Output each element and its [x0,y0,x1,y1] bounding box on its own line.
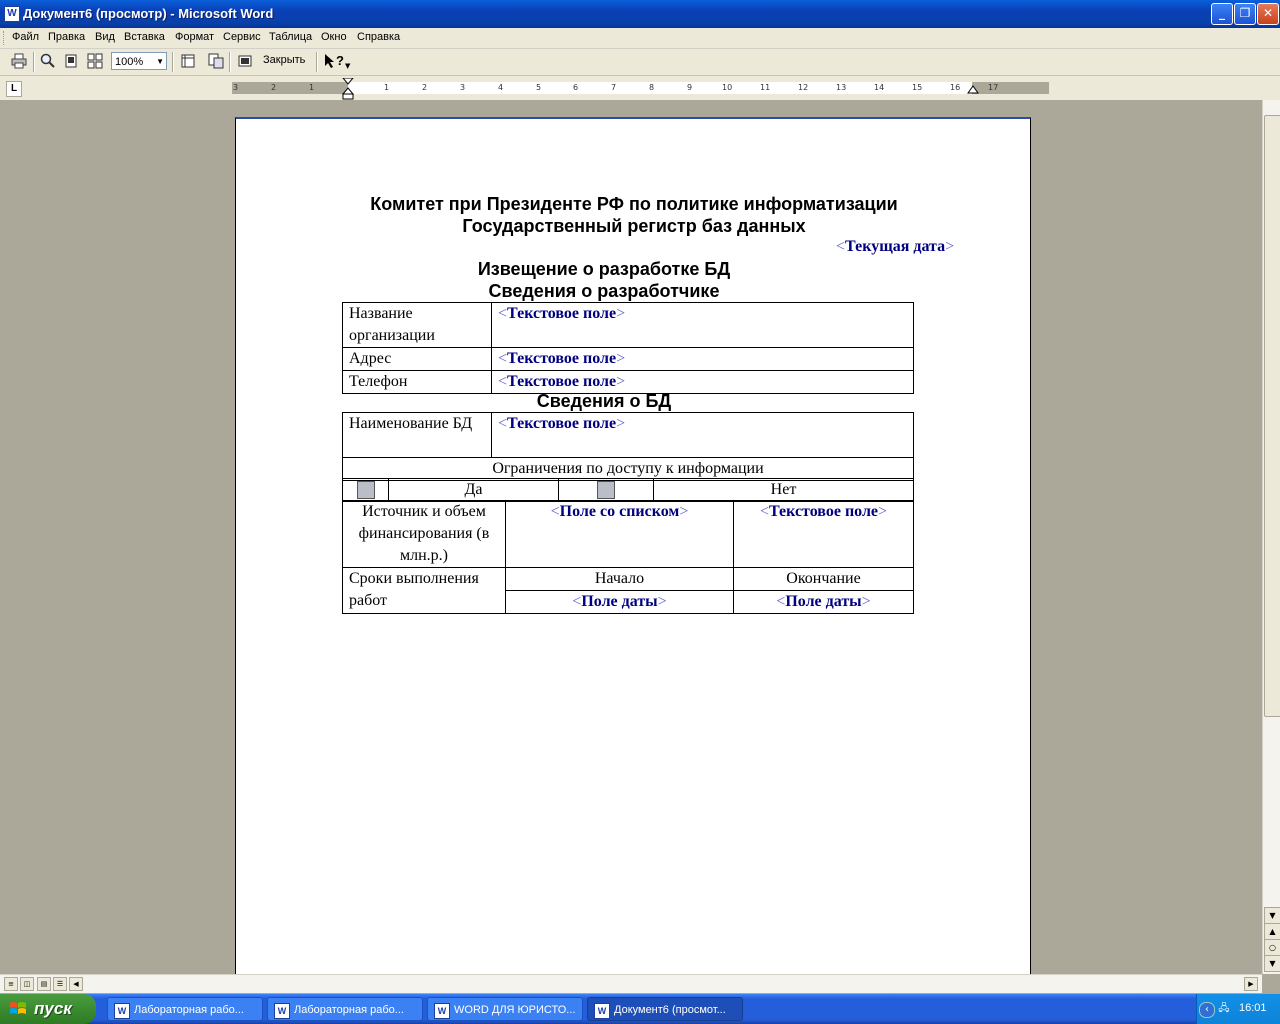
view-ruler-icon[interactable] [177,52,199,74]
browse-object-icon[interactable]: ○ [1264,939,1280,956]
ruler-number: 9 [687,83,693,92]
title-notice: Извещение о разработке БД [477,259,731,279]
ruler-number: 10 [722,83,733,92]
print-layout-icon[interactable]: ▤ [37,977,51,991]
db-info-table [342,412,914,481]
scroll-down-icon[interactable]: ▼ [1264,907,1280,924]
org-name-label: Название организации [343,303,492,348]
taskbar-item[interactable]: W Лабораторная рабо... [107,997,263,1021]
access-table [342,478,914,502]
minimize-button[interactable]: _ [1211,3,1233,25]
address-field[interactable]: <Текстовое поле> [492,348,914,371]
menu-window[interactable]: Окно [321,31,347,43]
menu-file[interactable]: Файл [12,31,40,43]
ruler-number: 2 [271,83,277,92]
one-page-icon[interactable] [60,52,82,74]
taskbar-item[interactable]: W Лабораторная рабо... [267,997,423,1021]
magnifier-icon[interactable] [37,52,59,74]
ruler-number: 4 [498,83,504,92]
ruler-number: 17 [988,83,999,92]
indent-marker-icon[interactable] [342,78,354,100]
table-row [343,348,914,371]
word-doc-icon: W [274,1003,290,1019]
scroll-left-icon[interactable]: ◀ [69,977,83,991]
ruler-number: 6 [573,83,579,92]
previous-page-icon[interactable]: ▲ [1264,923,1280,940]
start-date-field[interactable]: <Поле даты> [506,591,734,614]
funding-text-field[interactable]: <Текстовое поле> [734,501,914,568]
close-preview-button[interactable]: Закрыть [263,54,306,66]
restore-button[interactable]: ❐ [1234,3,1256,25]
ruler-number: 15 [912,83,923,92]
developer-table [342,302,914,394]
table-row [343,413,914,458]
table-row [343,479,914,502]
horizontal-scrollbar[interactable] [0,974,1262,993]
address-label: Адрес [343,348,492,371]
title-developer-info: Сведения о разработчике [488,281,720,301]
vertical-scrollbar[interactable] [1262,100,1280,974]
scroll-right-icon[interactable]: ▶ [1244,977,1258,991]
db-name-label: Наименование БД [343,413,492,458]
db-name-field[interactable]: <Текстовое поле> [492,413,914,458]
menu-table[interactable]: Таблица [269,31,313,43]
start-label: пуск [34,999,72,1018]
end-label: Окончание [734,568,914,591]
ruler-number: 11 [760,83,771,92]
menu-help[interactable]: Справка [357,31,401,43]
phone-field[interactable]: <Текстовое поле> [492,371,914,394]
ruler-number: 1 [384,83,390,92]
funding-table [342,500,914,614]
web-layout-icon[interactable]: ◫ [20,977,34,991]
toolbar-separator [33,52,35,72]
svg-text:?: ? [336,53,344,68]
table-row [343,501,914,568]
title-bar [0,0,1280,28]
ruler-number: 1 [309,83,315,92]
taskbar-item[interactable]: W WORD ДЛЯ ЮРИСТО... [427,997,583,1021]
ruler-number: 5 [536,83,542,92]
heading-registry: Государственный регистр баз данных [462,216,806,236]
print-preview-toolbar [0,49,1280,76]
taskbar-item-active[interactable]: W Документ6 (просмот... [587,997,743,1021]
no-checkbox[interactable] [597,481,615,499]
ruler-number: 13 [836,83,847,92]
right-indent-marker-icon[interactable] [967,84,979,94]
toolbar-separator [316,52,318,72]
ruler-number: 3 [460,83,466,92]
print-icon[interactable] [8,52,30,74]
no-checkbox-cell [559,479,654,502]
zoom-select[interactable] [111,52,167,70]
menu-bar [0,28,1280,49]
ruler-number: 8 [649,83,655,92]
menu-format[interactable]: Формат [175,31,215,43]
tab-selector[interactable]: L [6,81,22,97]
funding-label: Источник и объем финансирования (в млн.р.) [343,501,506,568]
yes-checkbox[interactable] [357,481,375,499]
ruler-number: 2 [422,83,428,92]
taskbar [0,994,1280,1024]
multiple-pages-icon[interactable] [84,52,106,74]
heading-committee: Комитет при Президенте РФ по политике информатизации [370,194,898,214]
yes-label: Да [389,479,559,502]
yes-checkbox-cell [343,479,389,502]
zoom-value: 100% [115,56,144,68]
menu-view[interactable]: Вид [95,31,115,43]
document-page [235,117,1031,977]
word-doc-icon: W [594,1003,610,1019]
ruler-number: 7 [611,83,617,92]
start-button[interactable] [0,994,96,1024]
table-row [343,568,914,591]
ruler-number: 14 [874,83,885,92]
access-restriction-label: Ограничения по доступу к информации [343,458,914,481]
ruler-number: 12 [798,83,809,92]
word-app-icon[interactable]: W [4,6,20,22]
scroll-thumb[interactable] [1264,115,1280,717]
funding-list-field[interactable]: <Поле со списком> [506,501,734,568]
phone-label: Телефон [343,371,492,394]
chevron-down-icon[interactable]: ▼ [156,57,164,66]
ruler-number: 3 [233,83,239,92]
ruler-number: 16 [950,83,961,92]
start-label: Начало [506,568,734,591]
toolbar-separator [229,52,231,72]
table-row [343,303,914,348]
shrink-to-fit-icon[interactable] [205,52,227,74]
svg-text:▼: ▼ [345,62,351,69]
ruler-numbers [232,82,1049,94]
end-date-field[interactable]: <Поле даты> [734,591,914,614]
normal-view-icon[interactable]: ≡ [4,977,18,991]
window-title: Документ6 (просмотр) - Microsoft Word [23,6,274,21]
menu-insert[interactable]: Вставка [124,31,165,43]
system-tray [1196,994,1280,1024]
title-db-info: Сведения о БД [536,391,672,411]
no-label: Нет [654,479,914,502]
close-window-button[interactable]: ✕ [1257,3,1279,25]
current-date-field[interactable]: <Текущая дата> [836,238,955,255]
word-doc-icon: W [434,1003,450,1019]
context-help-icon[interactable] [321,52,353,74]
windows-logo-icon [9,1001,27,1017]
terms-label: Сроки выполнения работ [343,568,506,614]
outline-view-icon[interactable]: ☰ [53,977,67,991]
word-doc-icon: W [114,1003,130,1019]
show-hidden-icons-icon[interactable]: ‹ [1199,1002,1215,1018]
menu-tools[interactable]: Сервис [223,31,261,43]
network-icon[interactable]: 🖧 [1218,1003,1230,1014]
menu-edit[interactable]: Правка [48,31,86,43]
menu-grip[interactable] [3,31,7,45]
toolbar-separator [172,52,174,72]
horizontal-ruler[interactable] [232,82,1049,94]
next-page-icon[interactable]: ▼ [1264,955,1280,972]
full-screen-icon[interactable] [234,52,256,74]
org-name-field[interactable]: <Текстовое поле> [492,303,914,348]
clock: 16:01 [1239,1002,1267,1014]
